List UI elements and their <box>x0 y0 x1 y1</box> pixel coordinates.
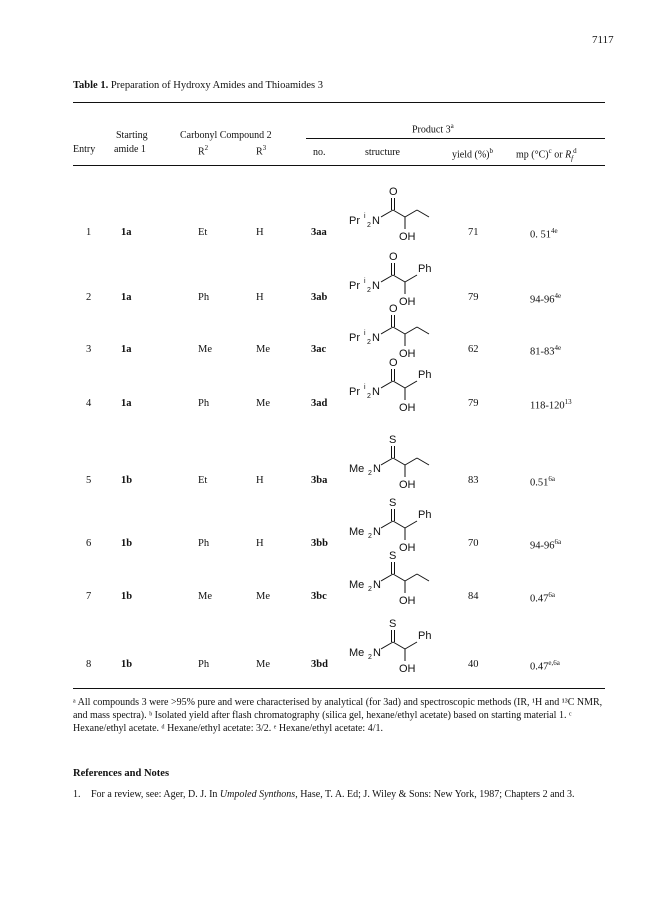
nitrogen-label: N <box>372 215 380 227</box>
amide-cell: 1a <box>121 398 132 409</box>
amine-label: Pr <box>349 386 360 398</box>
amine-superscript: i <box>364 330 366 337</box>
product-no-cell: 3ab <box>311 292 328 303</box>
nitrogen-label: N <box>372 332 380 344</box>
r2-cell: Ph <box>198 292 210 303</box>
bond-c-r <box>405 642 417 649</box>
bond-c-ethyl-1 <box>405 458 417 465</box>
entry-cell: 6 <box>86 538 92 549</box>
product-no-cell: 3ac <box>311 344 327 355</box>
carbonyl-atom-label: S <box>389 550 397 562</box>
nitrogen-label: N <box>372 386 380 398</box>
bond-c-c <box>393 381 405 388</box>
r3-cell: Me <box>256 344 270 355</box>
bond-n-c <box>381 574 393 581</box>
bond-c-ethyl-1 <box>405 574 417 581</box>
bond-n-c <box>381 521 393 528</box>
phenyl-label: Ph <box>418 263 432 275</box>
amine-label: Pr <box>349 280 360 292</box>
hydroxyl-label: OH <box>399 402 416 414</box>
phenyl-label: Ph <box>418 630 432 642</box>
header-structure: structure <box>365 147 400 158</box>
yield-cell: 70 <box>468 538 479 549</box>
product-no-cell: 3ad <box>311 398 328 409</box>
product-no-cell: 3ba <box>311 475 328 486</box>
header-amide: amide 1 <box>114 144 146 155</box>
bond-c-r <box>405 381 417 388</box>
yield-cell: 62 <box>468 344 479 355</box>
bond-n-c <box>381 381 393 388</box>
bond-c-ethyl-1 <box>405 210 417 217</box>
mp-cell: $118-120^{13}$ <box>530 398 572 412</box>
nitrogen-label: N <box>372 280 380 292</box>
table-label: Table 1. <box>73 80 109 91</box>
structure-drawing <box>345 497 455 557</box>
bond-c-ethyl-2 <box>417 574 429 581</box>
hydroxyl-label: OH <box>399 663 416 675</box>
carbonyl-atom-label: O <box>389 251 398 263</box>
bond-c-ethyl-2 <box>417 327 429 334</box>
bond-c-ethyl-1 <box>405 327 417 334</box>
mp-cell: $0.51^{6a}$ <box>530 475 555 489</box>
mp-cell: $94-96^{6a}$ <box>530 538 562 552</box>
r3-cell: Me <box>256 591 270 602</box>
bond-c-r <box>405 275 417 282</box>
entry-cell: 4 <box>86 398 92 409</box>
carbonyl-atom-label: S <box>389 434 397 446</box>
amine-subscript: 2 <box>368 586 372 593</box>
yield-cell: 79 <box>468 292 479 303</box>
product-no-cell: 3bc <box>311 591 327 602</box>
header-carbonyl: Carbonyl Compound 2 <box>180 130 272 141</box>
amine-subscript: 2 <box>368 654 372 661</box>
amine-subscript: 2 <box>367 339 371 346</box>
mp-cell: 0. $51^{4e}$ <box>530 227 558 241</box>
amide-cell: 1b <box>121 659 133 670</box>
table-caption <box>73 80 323 91</box>
structure-drawing <box>345 434 455 494</box>
entry-cell: 2 <box>86 292 92 303</box>
yield-cell: 83 <box>468 475 479 486</box>
mp-cell: $0.47^{6a}$ <box>530 591 555 605</box>
header-no: no. <box>313 147 326 158</box>
top-rule <box>73 102 605 103</box>
r2-cell: Et <box>198 227 208 238</box>
nitrogen-label: N <box>373 463 381 475</box>
mp-cell: $94-96^{4e}$ <box>530 292 562 306</box>
carbonyl-atom-label: S <box>389 618 397 630</box>
amide-cell: 1b <box>121 538 133 549</box>
nitrogen-label: N <box>373 579 381 591</box>
mp-cell: $0.47^{e,6a}$ <box>530 659 560 673</box>
bond-n-c <box>381 275 393 282</box>
entry-cell: 5 <box>86 475 92 486</box>
phenyl-label: Ph <box>418 369 432 381</box>
header-mp: mp $(^\circ C)^c$ or $R_f^d$ <box>516 147 577 163</box>
amine-subscript: 2 <box>367 287 371 294</box>
bond-c-ethyl-2 <box>417 458 429 465</box>
header-starting: Starting <box>116 130 148 141</box>
bottom-rule <box>73 688 605 689</box>
entry-cell: 8 <box>86 659 92 670</box>
amine-superscript: i <box>364 278 366 285</box>
header-r2: $R^2$ <box>198 144 209 158</box>
hydroxyl-label: OH <box>399 479 416 491</box>
bond-c-c <box>393 327 405 334</box>
yield-cell: 40 <box>468 659 479 670</box>
page-number: 7117 <box>592 34 614 46</box>
r3-cell: H <box>256 227 264 238</box>
bond-c-c <box>393 210 405 217</box>
amine-subscript: 2 <box>367 222 371 229</box>
amine-label: Me <box>349 463 365 475</box>
structure-drawing <box>345 618 455 678</box>
amide-cell: 1a <box>121 344 132 355</box>
r3-cell: Me <box>256 659 270 670</box>
carbonyl-atom-label: S <box>389 497 397 509</box>
nitrogen-label: N <box>373 647 381 659</box>
bond-c-c <box>393 642 405 649</box>
bond-n-c <box>381 642 393 649</box>
r3-cell: H <box>256 538 264 549</box>
entry-cell: 3 <box>86 344 92 355</box>
amide-cell: 1a <box>121 292 132 303</box>
amine-subscript: 2 <box>368 533 372 540</box>
carbonyl-atom-label: O <box>389 303 398 315</box>
amine-superscript: i <box>364 384 366 391</box>
header-r3: $R^3$ <box>256 144 267 158</box>
nitrogen-label: N <box>373 526 381 538</box>
bond-c-c <box>393 275 405 282</box>
amine-label: Pr <box>349 332 360 344</box>
yield-cell: 84 <box>468 591 479 602</box>
amine-subscript: 2 <box>368 470 372 477</box>
r2-cell: Me <box>198 344 212 355</box>
references-heading: References and Notes <box>73 768 170 779</box>
carbonyl-atom-label: O <box>389 186 398 198</box>
bond-n-c <box>381 210 393 217</box>
amide-cell: 1b <box>121 591 133 602</box>
structure-drawing <box>345 357 455 417</box>
r3-cell: H <box>256 475 264 486</box>
amine-label: Me <box>349 526 365 538</box>
header-yield: yield (%)$^b$ <box>452 147 493 161</box>
r2-cell: Ph <box>198 659 210 670</box>
amine-label: Pr <box>349 215 360 227</box>
mp-cell: $81-83^{4e}$ <box>530 344 562 358</box>
product-rule <box>306 138 605 139</box>
amine-subscript: 2 <box>367 393 371 400</box>
product-no-cell: 3bb <box>311 538 328 549</box>
carbonyl-atom-label: O <box>389 357 398 369</box>
hydroxyl-label: OH <box>399 542 416 554</box>
r3-cell: H <box>256 292 264 303</box>
r2-cell: Ph <box>198 398 210 409</box>
header-product: Product 3$^a$ <box>412 122 454 136</box>
bond-n-c <box>381 327 393 334</box>
amine-label: Me <box>349 579 365 591</box>
product-no-cell: 3aa <box>311 227 327 238</box>
amide-cell: 1b <box>121 475 133 486</box>
r3-cell: Me <box>256 398 270 409</box>
bond-c-ethyl-2 <box>417 210 429 217</box>
bond-c-c <box>393 458 405 465</box>
structure-drawing <box>345 303 455 363</box>
bond-c-r <box>405 521 417 528</box>
bond-c-c <box>393 521 405 528</box>
amine-label: Me <box>349 647 365 659</box>
reference-1: 1. For a review, see: Ager, D. J. In Umpoled Synthons, Hase, T. A. Ed; J. Wiley & Sons: New York, 1987; Chapters 2 and 3. <box>73 789 575 800</box>
yield-cell: 79 <box>468 398 479 409</box>
header-rule <box>73 165 605 166</box>
yield-cell: 71 <box>468 227 479 238</box>
bond-n-c <box>381 458 393 465</box>
phenyl-label: Ph <box>418 509 432 521</box>
header-entry: Entry <box>73 144 96 155</box>
r2-cell: Ph <box>198 538 210 549</box>
table-title: Preparation of Hydroxy Amides and Thioamides 3 <box>108 80 323 91</box>
r2-cell: Et <box>198 475 208 486</box>
reference-number: 1. <box>73 789 81 800</box>
table-footnotes: ᵃ All compounds 3 were >95% pure and were characterised by analytical (for 3ad) and spectroscopic methods (IR, ¹H and ¹³C NMR, and mass spectra). ᵇ Isolated yield after flash chromatography (silica gel, hexane/ethyl acetate) based on starting material 1. ᶜ Hexane/ethyl acetate. ᵈ Hexane/ethyl acetate: 3/2. ᵉ Hexane/ethyl acetate: 4/1. <box>73 697 603 734</box>
entry-cell: 1 <box>86 227 92 238</box>
r2-cell: Me <box>198 591 212 602</box>
hydroxyl-label: OH <box>399 348 416 360</box>
bond-c-c <box>393 574 405 581</box>
structure-drawing <box>345 186 455 246</box>
hydroxyl-label: OH <box>399 296 416 308</box>
amine-superscript: i <box>364 213 366 220</box>
amide-cell: 1a <box>121 227 132 238</box>
product-no-cell: 3bd <box>311 659 328 670</box>
structure-drawing <box>345 251 455 311</box>
hydroxyl-label: OH <box>399 595 416 607</box>
hydroxyl-label: OH <box>399 231 416 243</box>
structure-drawing <box>345 550 455 610</box>
entry-cell: 7 <box>86 591 92 602</box>
